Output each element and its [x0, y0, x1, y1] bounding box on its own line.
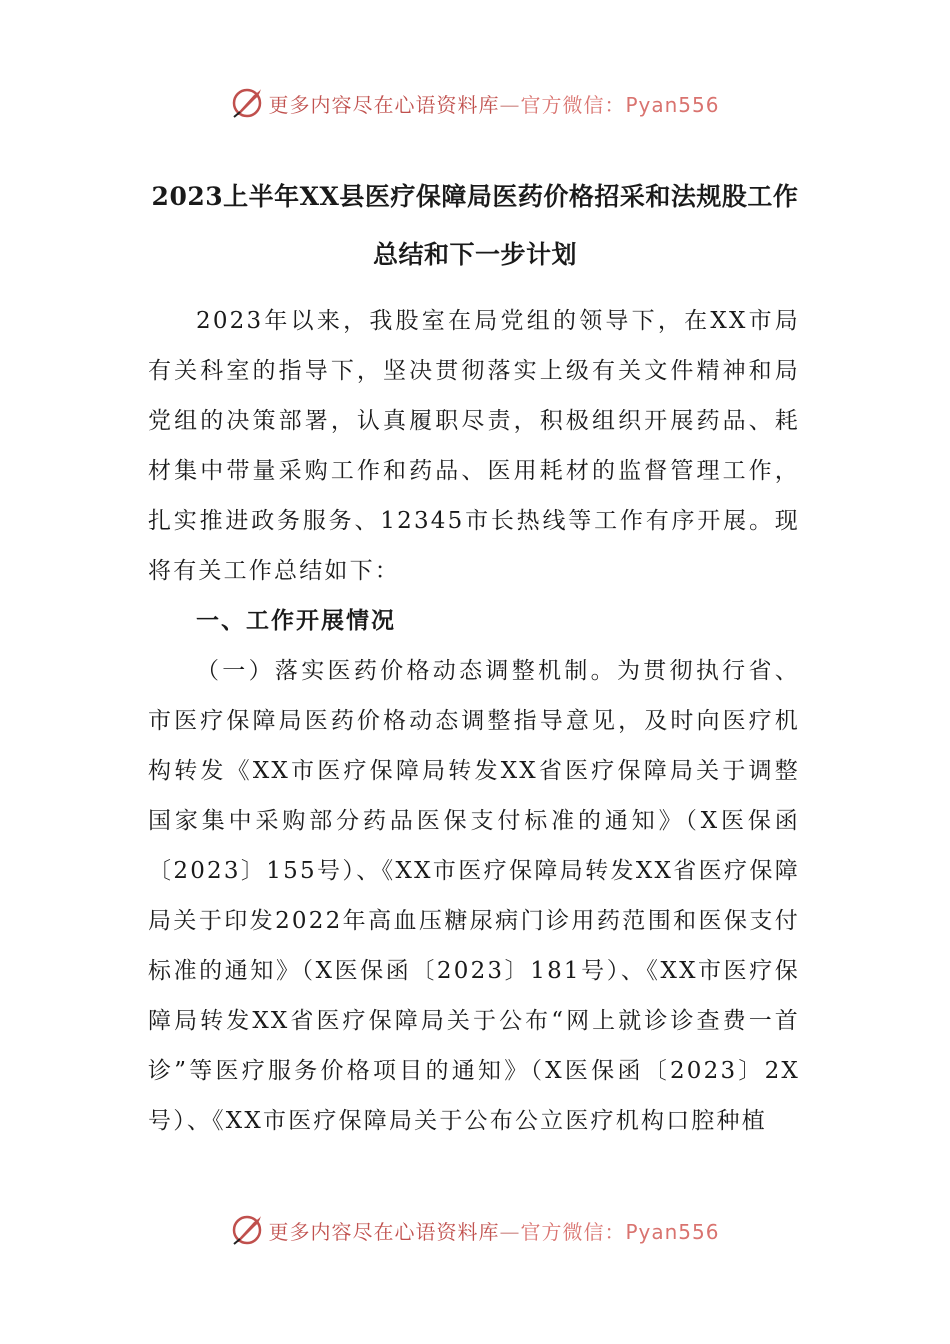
watermark-text: 更多内容尽在心语资料库—官方微信：Pyan556	[268, 1219, 720, 1244]
intro-paragraph: 2023年以来，我股室在局党组的领导下，在XX市局有关科室的指导下，坚决贯彻落实上级有关文件精神和局党组的决策部署，认真履职尽责，积极组织开展药品、耗材集中带量采购工作和药品、医用耗材的监督管理工作，扎实推进政务服务、12345市长热线等工作有序开展。现将有关工作总结如下：	[148, 308, 800, 584]
watermark-banner-bottom	[0, 1210, 950, 1250]
watermark-banner-top	[0, 83, 950, 123]
quill-logo-icon	[230, 86, 264, 120]
document-title: 2023上半年XX县医疗保障局医药价格招采和法规股工作总结和下一步计划	[151, 182, 799, 269]
document-body	[148, 296, 800, 1146]
section-heading: 一、工作开展情况	[196, 607, 396, 634]
quill-logo-icon	[230, 1213, 264, 1247]
body-paragraph: （一）落实医药价格动态调整机制。为贯彻执行省、市医疗保障局医药价格动态调整指导意见，及时向医疗机构转发《XX市医疗保障局转发XX省医疗保障局关于调整国家集中采购部分药品医保支付标准的通知》（X医保函〔2023〕155号）、《XX市医疗保障局转发XX省医疗保障局关于印发2022年高血压糖尿病门诊用药范围和医保支付标准的通知》（X医保函〔2023〕181号）、《XX市医疗保障局转发XX省医疗保障局关于公布“网上就诊诊查费一首诊”等医疗服务价格项目的通知》（X医保函〔2023〕2X号）、《XX市医疗保障局关于公布公立医疗机构口腔种植	[148, 658, 800, 1134]
watermark-text: 更多内容尽在心语资料库—官方微信：Pyan556	[268, 92, 720, 117]
